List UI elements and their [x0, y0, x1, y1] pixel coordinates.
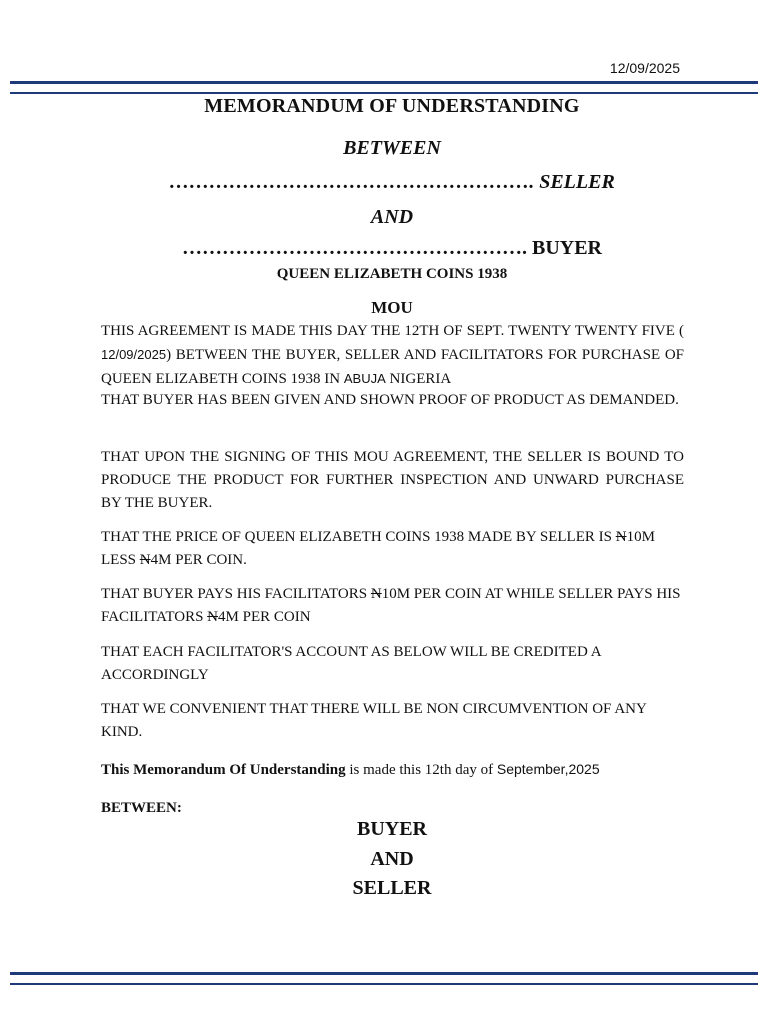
and-heading: AND — [370, 206, 414, 228]
subject-heading: QUEEN ELIZABETH COINS 1938 — [276, 266, 508, 282]
clause-price-text-b: 10M LESS — [101, 529, 655, 568]
naira-sign: N — [370, 586, 382, 602]
document-title: MEMORANDUM OF UNDERSTANDING — [204, 95, 580, 117]
clause-agreement-date: 12/09/2025 — [101, 347, 167, 362]
header-rule — [10, 81, 758, 94]
naira-sign: N — [615, 529, 627, 545]
clause-non-circumvention: THAT WE CONVENIENT THAT THERE WILL BE NON CIRCUMVENTION OF ANY KIND. — [101, 701, 647, 740]
clause-facilitators — [101, 583, 684, 629]
clause-proof: THAT BUYER HAS BEEN GIVEN AND SHOWN PROOF OF PRODUCT AS DEMANDED. — [101, 392, 679, 408]
clause-price-text-a: THAT THE PRICE OF QUEEN ELIZABETH COINS 1938 MADE BY SELLER IS — [101, 529, 616, 545]
closing-statement-date: September,2025 — [496, 761, 600, 777]
clause-agreement-text-b: ) BETWEEN THE BUYER, SELLER AND FACILITATORS FOR PURCHASE OF QUEEN ELIZABETH COINS 1938 IN — [101, 347, 684, 387]
clause-facilitators-text-b: 10M PER COIN AT WHILE SELLER PAYS HIS FACILITATORS — [101, 586, 681, 625]
clause-facilitators-text-a: THAT BUYER PAYS HIS FACILITATORS — [101, 586, 371, 602]
document-date: 12/09/2025 — [609, 60, 680, 76]
closing-statement-rest: is made this 12th day of — [345, 762, 497, 778]
clause-agreement — [101, 320, 684, 391]
buyer-line: ……………………………………………. BUYER — [181, 237, 602, 259]
clause-price — [101, 526, 684, 572]
clause-agreement-city: ABUJA — [343, 371, 386, 386]
clause-signing: THAT UPON THE SIGNING OF THIS MOU AGREEMENT, THE SELLER IS BOUND TO PRODUCE THE PRODUCT FOR FURTHER INSPECTION AND UNWARD PURCHASE BY THE BUYER. — [101, 449, 684, 511]
mou-heading: MOU — [371, 298, 413, 317]
naira-sign: N — [207, 609, 219, 625]
seller-line: ………………………………………………. SELLER — [169, 171, 615, 193]
clause-agreement-text-c: NIGERIA — [385, 371, 452, 387]
clause-agreement-text-a: THIS AGREEMENT IS MADE THIS DAY THE 12TH OF SEPT. TWENTY TWENTY FIVE ( — [101, 323, 684, 339]
party-and: AND — [370, 848, 414, 870]
party-seller: SELLER — [352, 877, 432, 899]
party-buyer: BUYER — [356, 818, 427, 840]
clause-accounts: THAT EACH FACILITATOR'S ACCOUNT AS BELOW WILL BE CREDITED A ACCORDINGLY — [101, 644, 601, 683]
footer-rule — [10, 972, 758, 985]
between-heading: BETWEEN — [343, 137, 441, 159]
naira-sign: N — [139, 552, 151, 568]
between-label: BETWEEN: — [101, 800, 182, 816]
closing-statement — [101, 758, 684, 782]
closing-statement-bold: This Memorandum Of Understanding — [101, 762, 346, 778]
clause-price-text-c: 4M PER COIN. — [150, 552, 247, 568]
clause-facilitators-text-c: 4M PER COIN — [218, 609, 311, 625]
